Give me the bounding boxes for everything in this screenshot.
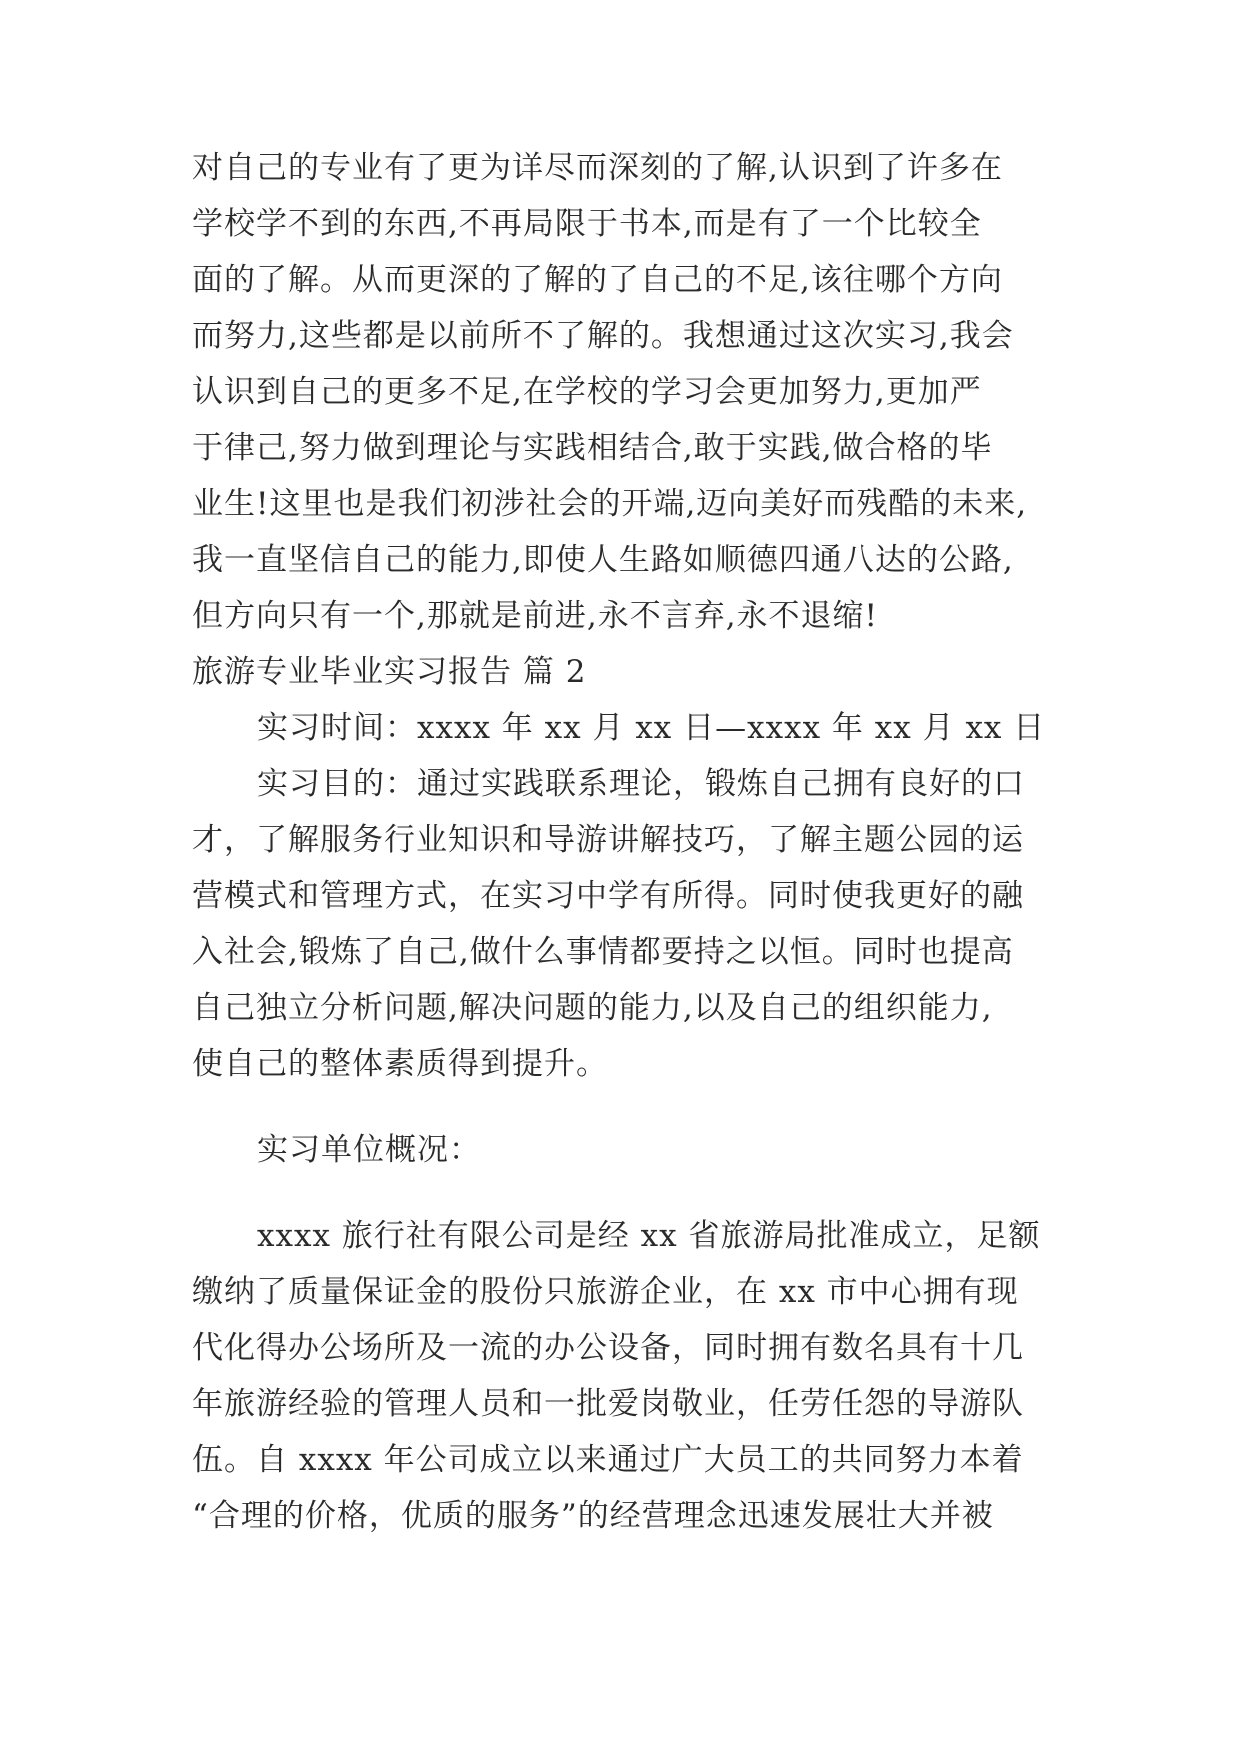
text-line: “合理的价格，优质的服务”的经营理念迅速发展壮大并被 xyxy=(192,1498,994,1534)
text-line: 年旅游经验的管理人员和一批爱岗敬业，任劳任怨的导游队 xyxy=(192,1386,1024,1422)
text-line: xxxx 旅行社有限公司是经 xx 省旅游局批准成立，足额 xyxy=(257,1218,1041,1254)
text-line: 但方向只有一个,那就是前进,永不言弃,永不退缩! xyxy=(192,598,879,634)
text-line: 实习时间：xxxx 年 xx 月 xx 日—xxxx 年 xx 月 xx 日 xyxy=(257,710,1046,746)
text-line: 于律己,努力做到理论与实践相结合,敢于实践,做合格的毕 xyxy=(192,430,993,466)
text-line: 入社会,锻炼了自己,做什么事情都要持之以恒。同时也提高 xyxy=(192,934,1014,970)
section-heading: 旅游专业毕业实习报告 篇 2 xyxy=(192,654,587,690)
text-line: 面的了解。从而更深的了解的了自己的不足,该往哪个方向 xyxy=(192,262,1003,298)
text-line: 伍。自 xxxx 年公司成立以来通过广大员工的共同努力本着 xyxy=(192,1442,1024,1478)
text-line: 使自己的整体素质得到提升。 xyxy=(192,1046,608,1082)
text-line: 营模式和管理方式，在实习中学有所得。同时使我更好的融 xyxy=(192,878,1024,914)
text-line: 自己独立分析问题,解决问题的能力,以及自己的组织能力, xyxy=(192,990,993,1026)
text-line: 实习目的：通过实践联系理论，锻炼自己拥有良好的口 xyxy=(257,766,1025,802)
text-line: 认识到自己的更多不足,在学校的学习会更加努力,更加严 xyxy=(192,374,982,410)
text-line: 才，了解服务行业知识和导游讲解技巧，了解主题公园的运 xyxy=(192,822,1024,858)
text-line: 学校学不到的东西,不再局限于书本,而是有了一个比较全 xyxy=(192,206,982,242)
text-line: 业生!这里也是我们初涉社会的开端,迈向美好而残酷的未来, xyxy=(192,486,1028,522)
text-line: 对自己的专业有了更为详尽而深刻的了解,认识到了许多在 xyxy=(192,150,1003,186)
subsection-label: 实习单位概况： xyxy=(257,1132,481,1168)
text-line: 我一直坚信自己的能力,即使人生路如顺德四通八达的公路, xyxy=(192,542,1014,578)
text-line: 缴纳了质量保证金的股份只旅游企业，在 xx 市中心拥有现 xyxy=(192,1274,1019,1310)
text-line: 代化得办公场所及一流的办公设备，同时拥有数名具有十几 xyxy=(192,1330,1024,1366)
text-line: 而努力,这些都是以前所不了解的。我想通过这次实习,我会 xyxy=(192,318,1014,354)
